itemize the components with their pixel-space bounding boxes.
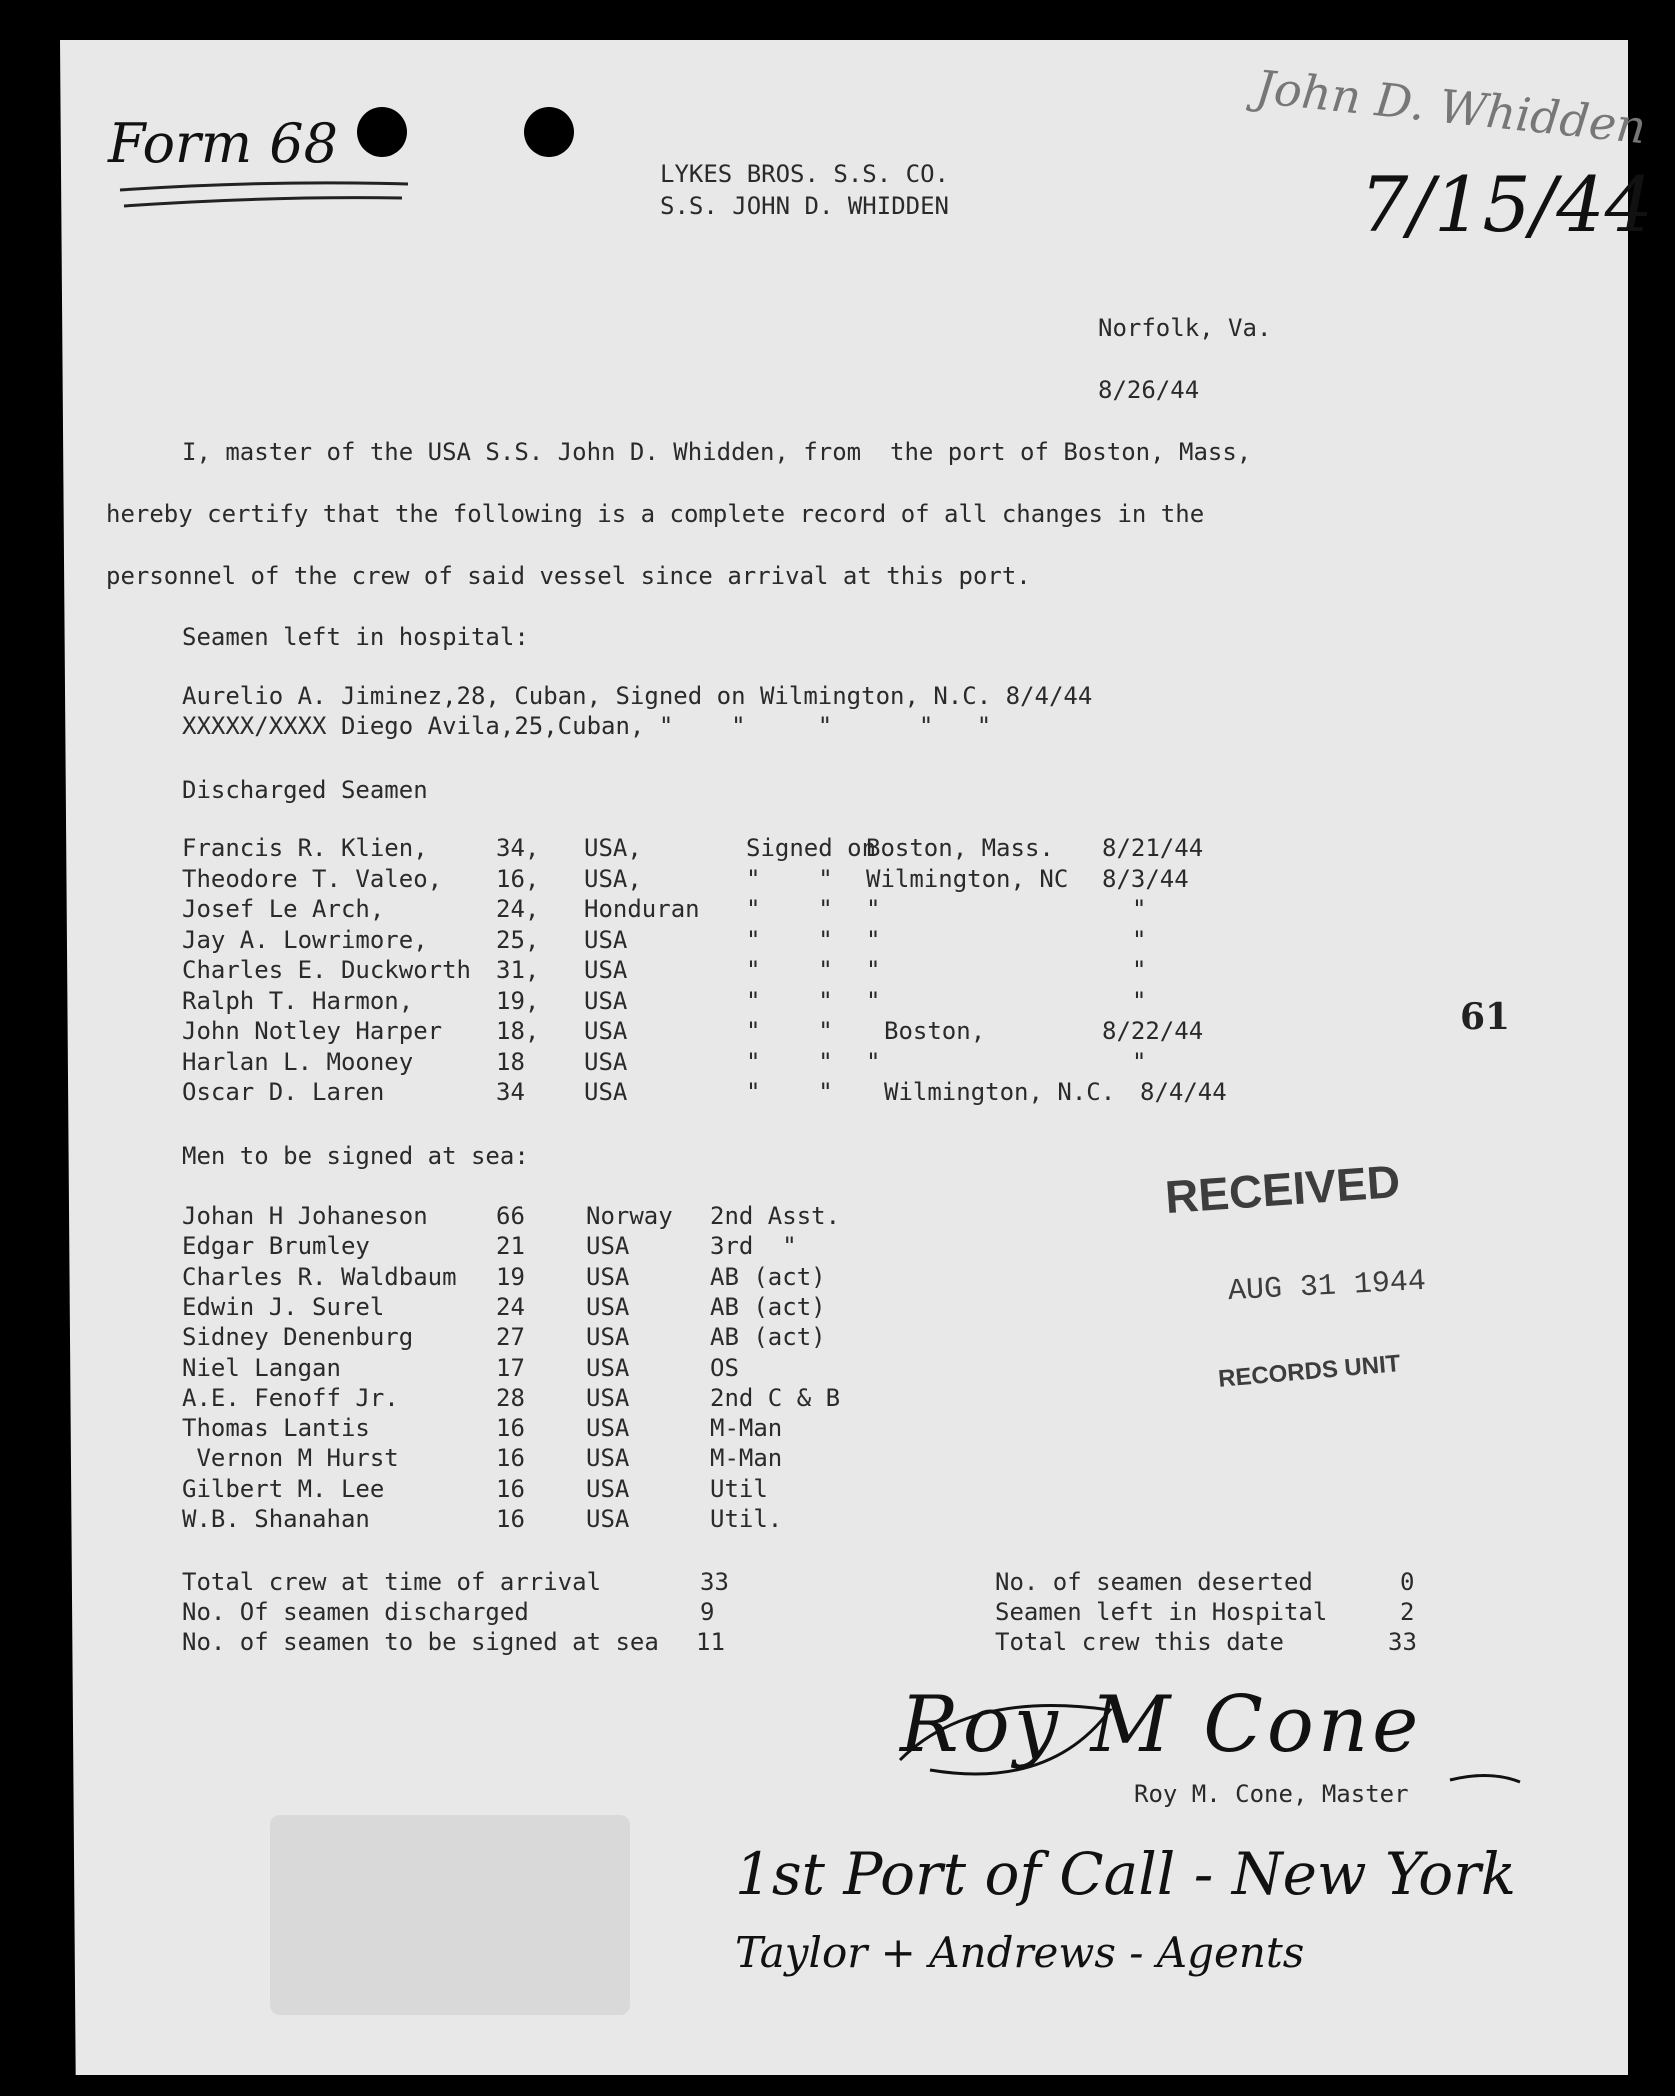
discharged-name: Harlan L. Mooney xyxy=(182,1047,414,1076)
discharged-signed: " " xyxy=(746,925,833,954)
to-sign-heading: Men to be signed at sea: xyxy=(182,1142,529,1170)
discharged-name: Jay A. Lowrimore, xyxy=(182,925,428,954)
crew-rating: AB (act) xyxy=(710,1292,826,1321)
discharged-date: 8/22/44 xyxy=(1102,1017,1204,1045)
discharged-signed: " " xyxy=(746,956,833,984)
discharged-age: 24, xyxy=(496,895,540,923)
form-label: Form 68 xyxy=(108,112,338,175)
records-unit-stamp: RECORDS UNIT xyxy=(1217,1350,1402,1393)
total-label: No. of seamen deserted xyxy=(995,1568,1313,1596)
crew-name: Sidney Denenburg xyxy=(182,1323,414,1352)
crew-rating: M-Man xyxy=(710,1444,783,1473)
discharged-signed: " " xyxy=(746,1078,833,1106)
crew-rating: AB (act) xyxy=(710,1262,826,1291)
discharged-place: " xyxy=(866,986,881,1015)
discharged-age: 34 xyxy=(496,1078,525,1106)
discharged-name: Francis R. Klien, xyxy=(182,834,428,862)
crew-name: Johan H Johaneson xyxy=(182,1202,428,1230)
vessel-name: S.S. JOHN D. WHIDDEN xyxy=(660,192,949,220)
total-label: Total crew this date xyxy=(995,1628,1284,1656)
total-value: 33 xyxy=(1388,1628,1417,1656)
crew-name: Vernon M Hurst xyxy=(182,1444,399,1473)
discharged-nationality: USA xyxy=(584,956,628,984)
hospital-line: XXXXX/XXXX Diego Avila,25,Cuban, " " " " " xyxy=(182,712,992,740)
agents-note: Taylor + Andrews - Agents xyxy=(735,1928,1305,1977)
body-line-3: personnel of the crew of said vessel since arrival at this port. xyxy=(106,562,1031,590)
discharged-nationality: USA xyxy=(584,925,628,954)
discharged-place: Boston, Mass. xyxy=(866,834,1054,862)
discharged-name: Oscar D. Laren xyxy=(182,1078,385,1106)
discharged-age: 31, xyxy=(496,956,540,984)
crew-nationality: USA xyxy=(586,1292,630,1321)
discharged-place: " xyxy=(866,895,881,923)
discharged-place: " xyxy=(866,925,881,954)
discharged-age: 18, xyxy=(496,1017,540,1045)
typed-signature: Roy M. Cone, Master xyxy=(1134,1780,1409,1808)
crew-age: 19 xyxy=(496,1262,525,1291)
discharged-date: " xyxy=(1132,956,1147,984)
discharged-nationality: USA xyxy=(584,1078,628,1106)
total-value: 33 xyxy=(700,1568,729,1596)
discharged-nationality: USA, xyxy=(584,864,642,893)
crew-nationality: USA xyxy=(586,1323,630,1352)
discharged-date: " xyxy=(1132,986,1147,1015)
discharged-age: 16, xyxy=(496,864,540,893)
discharged-nationality: Honduran xyxy=(584,895,700,923)
crew-age: 27 xyxy=(496,1323,525,1352)
punch-hole-left xyxy=(357,107,407,157)
discharged-date: 8/4/44 xyxy=(1140,1078,1227,1106)
hospital-heading: Seamen left in hospital: xyxy=(182,623,529,651)
total-label: Total crew at time of arrival xyxy=(182,1568,602,1596)
discharged-name: Charles E. Duckworth xyxy=(182,956,471,984)
total-label: Seamen left in Hospital xyxy=(995,1598,1328,1626)
discharged-name: Ralph T. Harmon, xyxy=(182,986,414,1015)
crew-age: 66 xyxy=(496,1202,525,1230)
handwritten-name: John D. Whidden xyxy=(1253,59,1649,155)
received-date-stamp: AUG 31 1944 xyxy=(1227,1264,1427,1310)
crew-name: Gilbert M. Lee xyxy=(182,1474,385,1503)
crew-rating: M-Man xyxy=(710,1414,783,1443)
total-value: 9 xyxy=(700,1598,715,1626)
discharged-place: Boston, xyxy=(884,1017,986,1045)
crew-name: W.B. Shanahan xyxy=(182,1505,370,1533)
page-number: 61 xyxy=(1460,996,1511,1038)
crew-rating: 2nd C & B xyxy=(710,1383,841,1412)
discharged-signed: " " xyxy=(746,864,833,893)
crew-rating: 3rd " xyxy=(710,1232,797,1261)
total-value: 0 xyxy=(1400,1568,1415,1596)
discharged-date: " xyxy=(1132,895,1147,923)
crew-nationality: USA xyxy=(586,1232,630,1261)
discharged-place: " xyxy=(866,956,881,984)
total-value: 2 xyxy=(1400,1598,1415,1626)
punch-hole-right xyxy=(524,107,574,157)
crew-name: A.E. Fenoff Jr. xyxy=(182,1383,399,1412)
company-name: LYKES BROS. S.S. CO. xyxy=(660,160,949,188)
discharged-heading: Discharged Seamen xyxy=(182,776,428,804)
discharged-nationality: USA xyxy=(584,986,628,1015)
total-label: No. Of seamen discharged xyxy=(182,1598,529,1626)
crew-name: Edgar Brumley xyxy=(182,1232,370,1261)
crew-rating: Util. xyxy=(710,1505,783,1533)
discharged-date: 8/21/44 xyxy=(1102,834,1204,862)
received-stamp: RECEIVED xyxy=(1163,1154,1402,1224)
discharged-place: " xyxy=(866,1047,881,1076)
crew-name: Edwin J. Surel xyxy=(182,1292,385,1321)
discharged-place: Wilmington, NC xyxy=(866,864,1069,893)
crew-rating: Util xyxy=(710,1474,768,1503)
discharged-date: " xyxy=(1132,1047,1147,1076)
hospital-line: Aurelio A. Jiminez,28, Cuban, Signed on Wilmington, N.C. 8/4/44 xyxy=(182,682,1093,710)
discharged-place: Wilmington, N.C. xyxy=(884,1078,1116,1106)
crew-nationality: Norway xyxy=(586,1202,673,1230)
discharged-name: Josef Le Arch, xyxy=(182,895,385,923)
discharged-age: 19, xyxy=(496,986,540,1015)
discharged-name: Theodore T. Valeo, xyxy=(182,864,443,893)
crew-age: 16 xyxy=(496,1474,525,1503)
crew-age: 21 xyxy=(496,1232,525,1261)
crew-nationality: USA xyxy=(586,1505,630,1533)
discharged-age: 34, xyxy=(496,834,540,862)
faded-stamp xyxy=(270,1815,630,2015)
crew-name: Niel Langan xyxy=(182,1353,341,1382)
total-value: 11 xyxy=(696,1628,725,1656)
crew-rating: 2nd Asst. xyxy=(710,1202,841,1230)
crew-rating: AB (act) xyxy=(710,1323,826,1352)
crew-nationality: USA xyxy=(586,1474,630,1503)
form-label-underline xyxy=(118,178,418,218)
crew-name: Thomas Lantis xyxy=(182,1414,370,1443)
crew-age: 16 xyxy=(496,1505,525,1533)
discharged-name: John Notley Harper xyxy=(182,1017,443,1045)
letter-date: 8/26/44 xyxy=(1098,376,1200,404)
discharged-nationality: USA, xyxy=(584,834,642,862)
crew-age: 24 xyxy=(496,1292,525,1321)
body-line-2: hereby certify that the following is a complete record of all changes in the xyxy=(106,500,1205,528)
discharged-signed: " " xyxy=(746,1047,833,1076)
crew-name: Charles R. Waldbaum xyxy=(182,1262,457,1291)
crew-age: 28 xyxy=(496,1383,525,1412)
discharged-date: " xyxy=(1132,925,1147,954)
handwritten-signature: Roy M Cone xyxy=(900,1680,1423,1770)
discharged-date: 8/3/44 xyxy=(1102,864,1189,893)
crew-rating: OS xyxy=(710,1353,739,1382)
crew-age: 16 xyxy=(496,1444,525,1473)
total-label: No. of seamen to be signed at sea xyxy=(182,1628,659,1656)
body-line-1: I, master of the USA S.S. John D. Whidden, from the port of Boston, Mass, xyxy=(182,438,1252,466)
crew-nationality: USA xyxy=(586,1262,630,1291)
crew-nationality: USA xyxy=(586,1383,630,1412)
discharged-age: 18 xyxy=(496,1047,525,1076)
port-of-call-note: 1st Port of Call - New York xyxy=(735,1840,1517,1908)
discharged-nationality: USA xyxy=(584,1047,628,1076)
discharged-signed: " " xyxy=(746,1017,833,1045)
crew-age: 16 xyxy=(496,1414,525,1443)
crew-nationality: USA xyxy=(586,1353,630,1382)
handwritten-date: 7/15/44 xyxy=(1360,160,1653,249)
discharged-age: 25, xyxy=(496,925,540,954)
place: Norfolk, Va. xyxy=(1098,314,1272,342)
crew-age: 17 xyxy=(496,1353,525,1382)
discharged-nationality: USA xyxy=(584,1017,628,1045)
discharged-signed: Signed on xyxy=(746,834,877,862)
crew-nationality: USA xyxy=(586,1444,630,1473)
crew-nationality: USA xyxy=(586,1414,630,1443)
discharged-signed: " " xyxy=(746,895,833,923)
discharged-signed: " " xyxy=(746,986,833,1015)
